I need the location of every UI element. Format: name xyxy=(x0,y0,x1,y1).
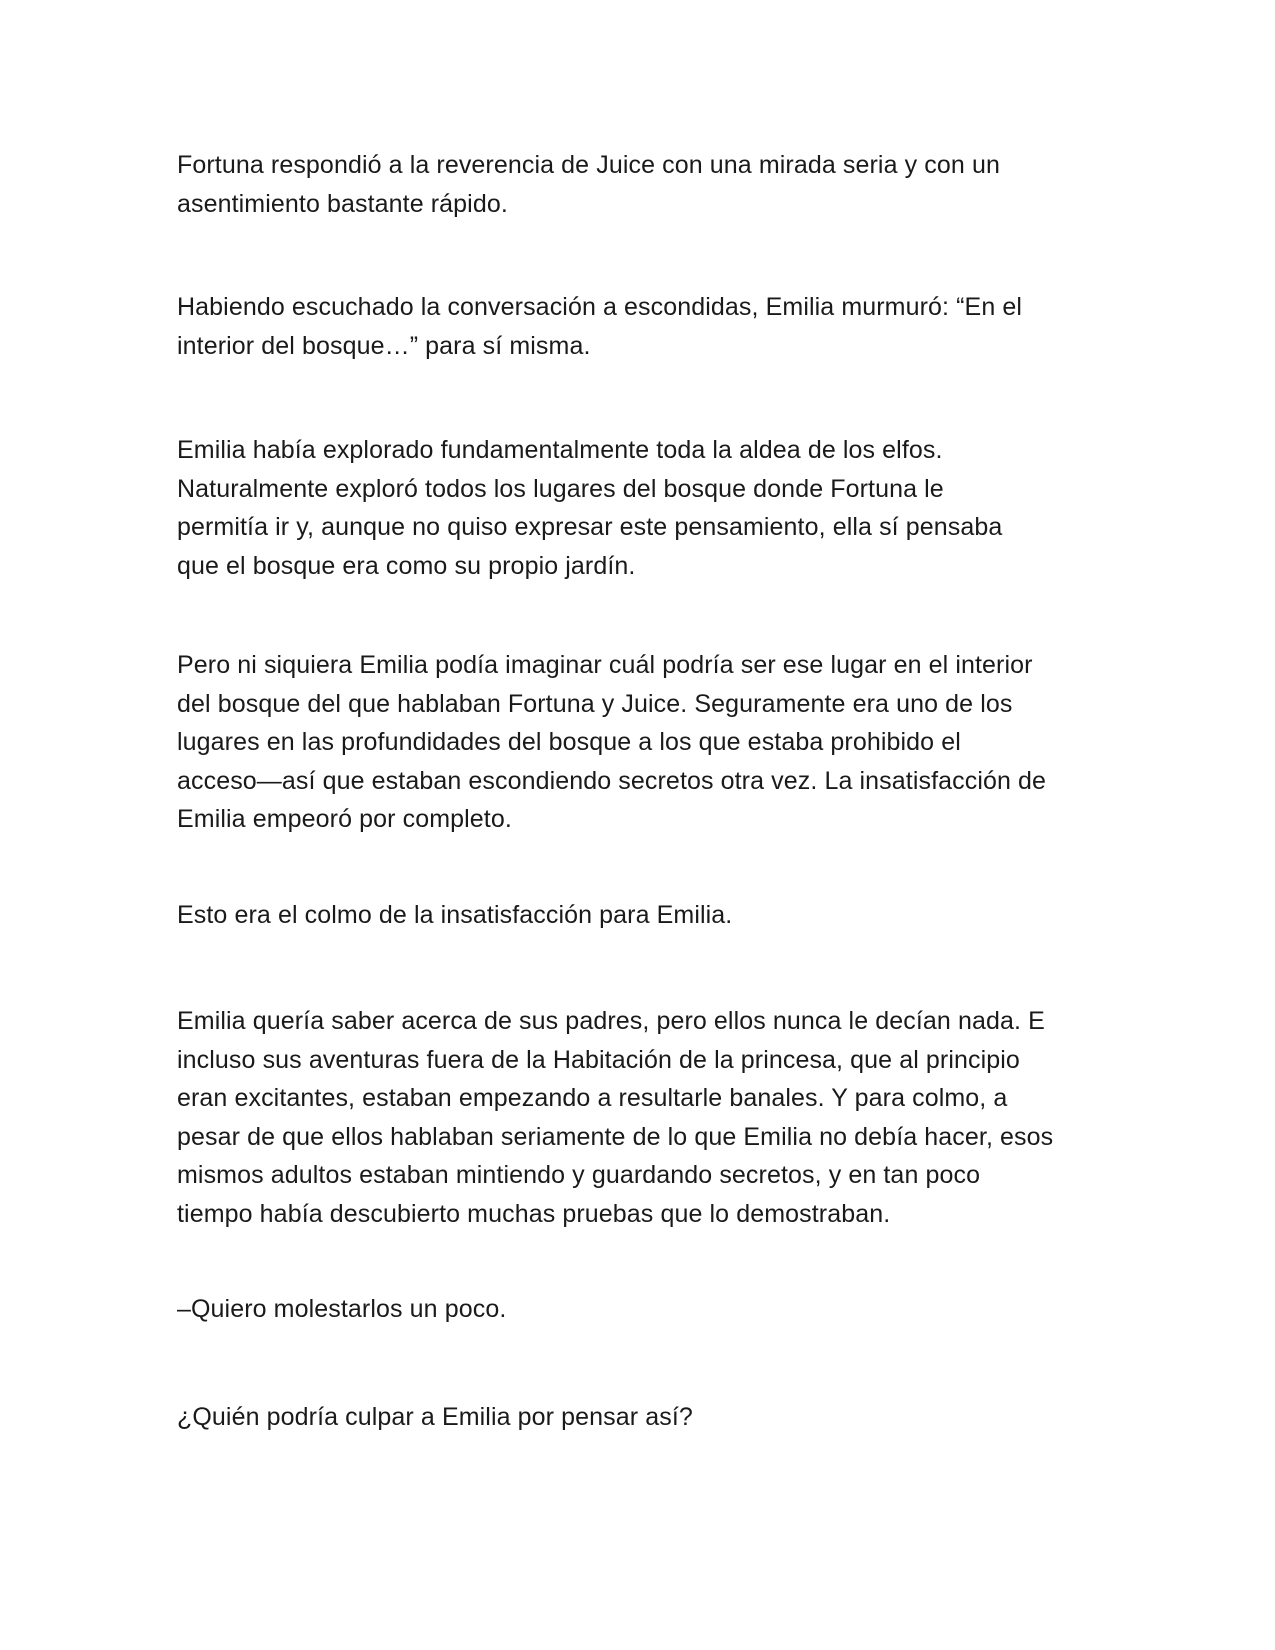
text-line: pesar de que ellos hablaban seriamente de lo que Emilia no debía hacer, esos xyxy=(177,1122,1054,1151)
text-line: permitía ir y, aunque no quiso expresar este pensamiento, ella sí pensaba xyxy=(177,513,1003,541)
text-line: –Quiero molestarlos un poco. xyxy=(177,1295,507,1323)
text-line: Fortuna respondió a la reverencia de Juice con una mirada seria y con un xyxy=(177,151,1000,179)
text-line: que el bosque era como su propio jardín. xyxy=(177,551,636,580)
paragraph-3 xyxy=(177,431,1107,585)
paragraph-8 xyxy=(177,1398,1107,1437)
text-line: eran excitantes, estaban empezando a resultarle banales. Y para colmo, a xyxy=(177,1084,1008,1112)
text-line: tiempo había descubierto muchas pruebas que lo demostraban. xyxy=(177,1199,891,1228)
text-line: del bosque del que hablaban Fortuna y Juice. Seguramente era uno de los xyxy=(177,689,1013,718)
text-line: Naturalmente exploró todos los lugares del bosque donde Fortuna le xyxy=(177,474,944,503)
text-line: acceso—así que estaban escondiendo secretos otra vez. La insatisfacción de xyxy=(177,766,1047,795)
paragraph-4 xyxy=(177,646,1107,839)
text-line: Habiendo escuchado la conversación a escondidas, Emilia murmuró: “En el xyxy=(177,293,1023,321)
text-line: Esto era el colmo de la insatisfacción para Emilia. xyxy=(177,901,733,929)
paragraph-2 xyxy=(177,288,1107,365)
text-line: incluso sus aventuras fuera de la Habitación de la princesa, que al principio xyxy=(177,1045,1020,1074)
text-line: Emilia quería saber acerca de sus padres, pero ellos nunca le decían nada. E xyxy=(177,1007,1045,1035)
text-line: mismos adultos estaban mintiendo y guardando secretos, y en tan poco xyxy=(177,1161,981,1189)
text-line: Pero ni siquiera Emilia podía imaginar cuál podría ser ese lugar en el interior xyxy=(177,651,1033,679)
text-line: lugares en las profundidades del bosque a los que estaba prohibido el xyxy=(177,728,961,756)
paragraph-5 xyxy=(177,896,1107,935)
paragraph-6 xyxy=(177,1002,1107,1233)
text-line: interior del bosque…” para sí misma. xyxy=(177,331,591,360)
text-line: Emilia había explorado fundamentalmente toda la aldea de los elfos. xyxy=(177,436,943,464)
text-line: ¿Quién podría culpar a Emilia por pensar así? xyxy=(177,1403,693,1431)
text-line: asentimiento bastante rápido. xyxy=(177,189,508,218)
paragraph-7 xyxy=(177,1290,1107,1329)
paragraph-1 xyxy=(177,146,1107,223)
text-line: Emilia empeoró por completo. xyxy=(177,805,512,833)
